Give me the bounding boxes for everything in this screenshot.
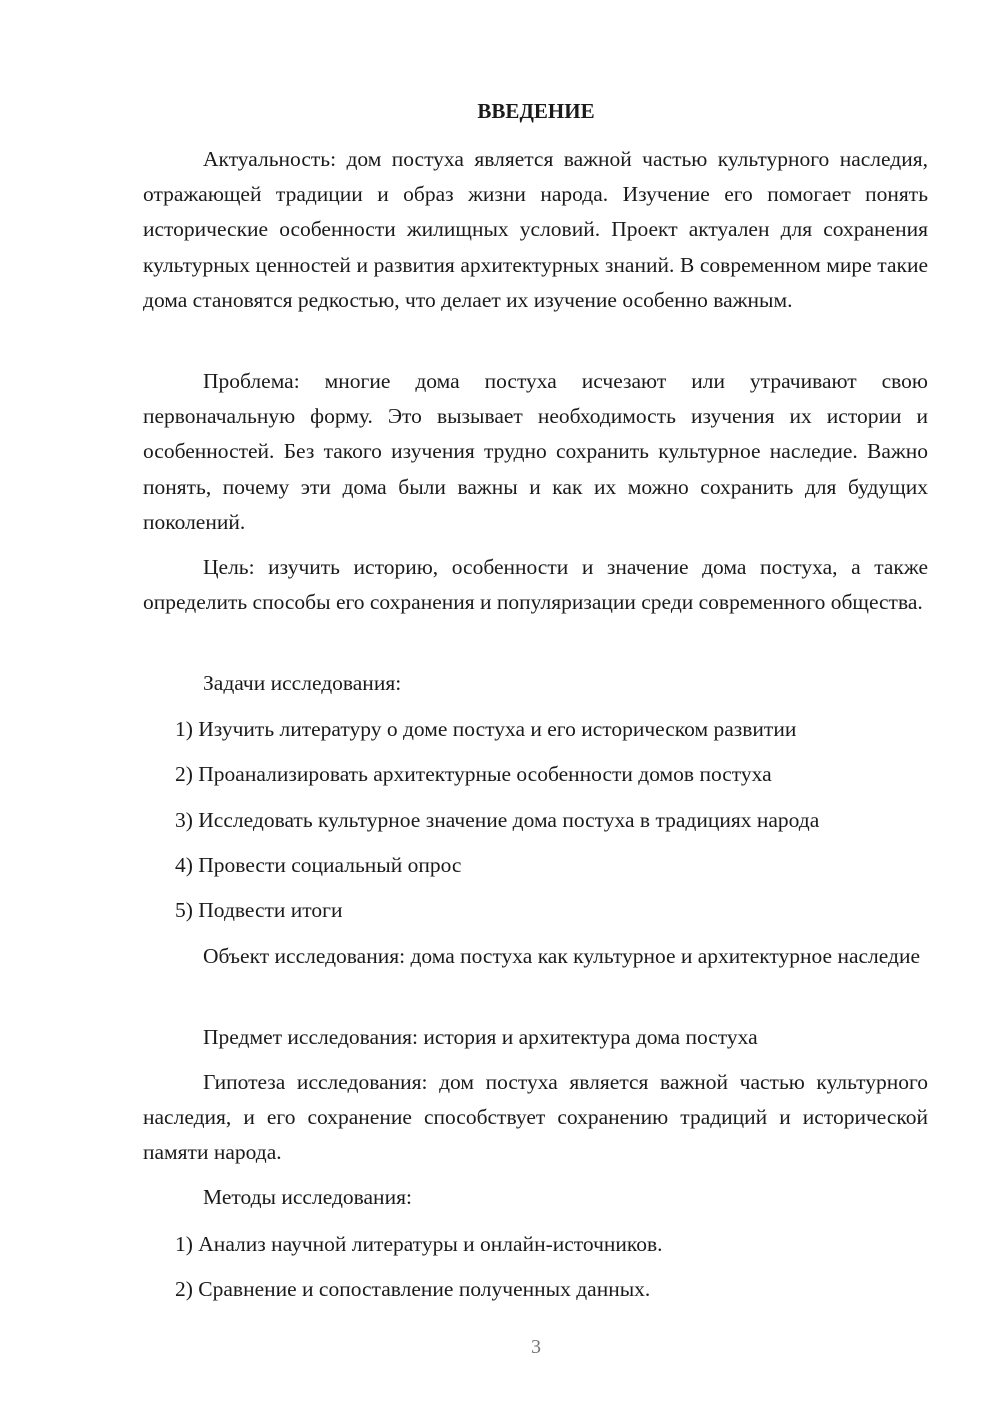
- methods-heading: Методы исследования:: [203, 1185, 412, 1209]
- task-item-3: 3) Исследовать культурное значение дома постуха в традициях народа: [175, 808, 820, 832]
- page-number: 3: [531, 1336, 541, 1358]
- subject-paragraph: Предмет исследования: история и архитектура дома постуха: [203, 1025, 758, 1049]
- page-title: ВВЕДЕНИЕ: [477, 99, 595, 123]
- hypothesis-paragraph: Гипотеза исследования: дом постуха является важной частью культурного наследия, и его сохранение способствует сохранению традиций и исторической памяти народа.: [143, 1070, 928, 1165]
- goal-paragraph: Цель: изучить историю, особенности и значение дома постуха, а также определить способы его сохранения и популяризации среди современного общества.: [143, 555, 928, 615]
- object-paragraph: Объект исследования: дома постуха как культурное и архитектурное наследие: [203, 944, 921, 968]
- task-item-1: 1) Изучить литературу о доме постуха и его историческом развитии: [175, 717, 797, 741]
- relevance-paragraph: Актуальность: дом постуха является важной частью культурного наследия, отражающей традиции и образ жизни народа. Изучение его помогает понять исторические особенности жилищных условий. Проект актуален для сохранения культурных ценностей и развития архитектурных знаний. В современном мире такие дома становятся редкостью, что делает их изучение особенно важным.: [143, 147, 928, 312]
- method-item-2: 2) Сравнение и сопоставление полученных данных.: [175, 1277, 651, 1301]
- task-item-2: 2) Проанализировать архитектурные особенности домов постуха: [175, 762, 772, 786]
- task-item-4: 4) Провести социальный опрос: [175, 853, 462, 877]
- tasks-heading: Задачи исследования:: [203, 671, 402, 695]
- problem-paragraph: Проблема: многие дома постуха исчезают или утрачивают свою первоначальную форму. Это вызывает необходимость изучения их истории и особенностей. Без такого изучения трудно сохранить культурное наследие. Важно понять, почему эти дома были важны и как их можно сохранить для будущих поколений.: [143, 369, 928, 534]
- task-item-5: 5) Подвести итоги: [175, 898, 343, 922]
- method-item-1: 1) Анализ научной литературы и онлайн-источников.: [175, 1232, 663, 1256]
